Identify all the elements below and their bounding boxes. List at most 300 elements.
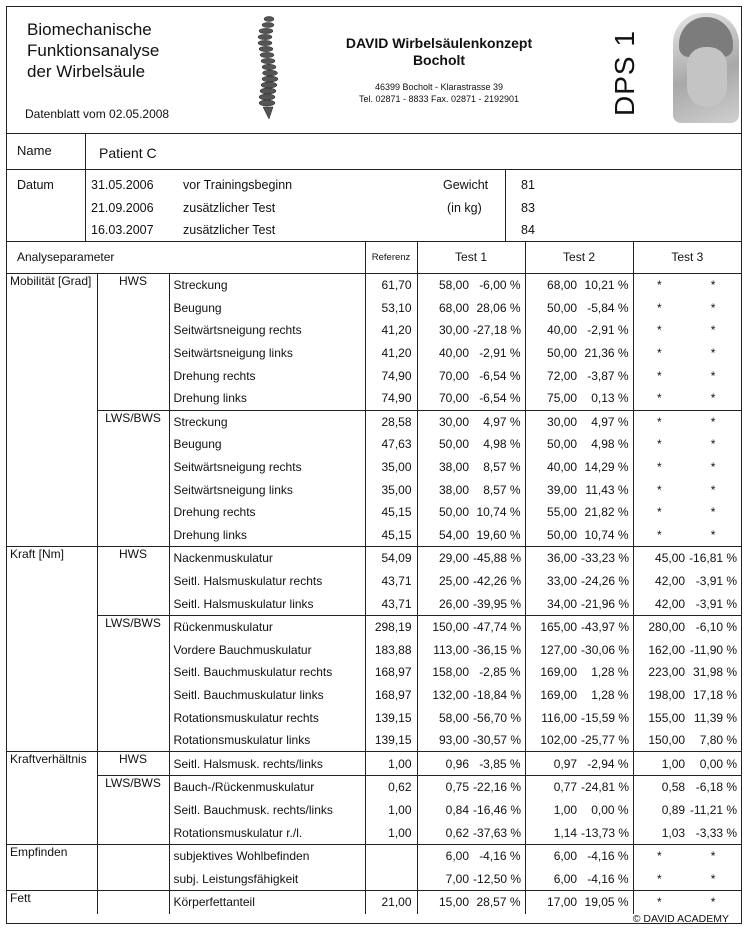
- test3-value: *: [633, 319, 689, 342]
- test2-percent: -3,87 %: [587, 368, 629, 383]
- table-row: [7, 706, 741, 729]
- test2-percent: -5,84 %: [587, 300, 629, 315]
- test3-percent: 7,80 %: [699, 733, 738, 748]
- test3-value: 45,00: [633, 547, 689, 570]
- parameter-cell: Streckung: [169, 274, 365, 297]
- test1-value: 15,00: [417, 891, 473, 914]
- datasheet: [6, 6, 742, 924]
- test3-percent: *: [710, 871, 716, 886]
- company-address: 46399 Bocholt - Klarastrasse 39: [374, 82, 504, 92]
- region-cell: [97, 456, 169, 479]
- test3-value: 150,00: [633, 729, 689, 752]
- test2-percent: 10,74 %: [584, 527, 629, 542]
- test3-percent: *: [689, 891, 741, 914]
- test3-percent: *: [710, 460, 716, 475]
- header-test2: Test 2: [525, 241, 633, 274]
- reference-cell: 43,71: [365, 570, 417, 593]
- test1-value: 58,00: [417, 706, 473, 729]
- test1-percent: -16,46 %: [473, 802, 522, 817]
- date-row: [7, 169, 741, 242]
- test1-value: 0,96: [417, 752, 473, 776]
- test3-value: 0,89: [633, 799, 689, 822]
- test1-value: 70,00: [417, 387, 473, 410]
- test1-value: 58,00: [417, 274, 473, 297]
- category-cell: [7, 297, 97, 320]
- reference-cell: 139,15: [365, 706, 417, 729]
- test3-percent: *: [710, 278, 716, 293]
- header-ref: Referenz: [365, 241, 417, 274]
- parameter-cell: Seitl. Bauchmuskulatur rechts: [169, 661, 365, 684]
- test1-percent: -3,85 %: [473, 752, 525, 776]
- table-row: [7, 547, 741, 570]
- test1-value: 30,00: [417, 319, 473, 342]
- copyright: © DAVID ACADEMY: [632, 913, 729, 925]
- test3-value: *: [633, 478, 689, 501]
- test2-value: 34,00: [525, 592, 581, 615]
- test1-value: 0,75: [417, 776, 473, 799]
- category-cell: Mobilität [Grad]: [10, 274, 92, 288]
- test2-value: 50,00: [525, 297, 581, 320]
- test2-percent: 14,29 %: [584, 460, 629, 475]
- reference-cell: 1,00: [365, 752, 417, 776]
- table-row: [7, 297, 741, 320]
- test3-percent: -6,10 %: [689, 615, 741, 638]
- category-cell: [7, 433, 97, 456]
- test1-value: 150,00: [417, 615, 473, 638]
- weight-unit: (in kg): [447, 201, 482, 215]
- parameter-cell: Seitwärtsneigung links: [169, 342, 365, 365]
- test-desc: vor Trainingsbeginn: [183, 178, 293, 192]
- table-row: [7, 524, 741, 547]
- reference-cell: 21,00: [365, 891, 417, 914]
- test1-value: 93,00: [417, 729, 473, 752]
- test2-value: 40,00: [525, 319, 581, 342]
- region-cell: [97, 706, 169, 729]
- test1-percent: 4,97 %: [473, 410, 525, 433]
- test2-value: 116,00: [525, 706, 581, 729]
- test1-percent: -39,95 %: [473, 596, 522, 611]
- table-row: [7, 821, 741, 844]
- test3-value: 42,00: [633, 570, 689, 593]
- test3-percent: -6,18 %: [689, 776, 741, 799]
- table-row: [7, 799, 741, 822]
- table-row: [7, 570, 741, 593]
- datasheet-date: Datenblatt vom 02.05.2008: [25, 107, 170, 121]
- test3-value: 1,00: [633, 752, 689, 776]
- test2-percent: -4,16 %: [587, 871, 629, 886]
- test2-percent: 1,28 %: [591, 665, 629, 680]
- test3-value: *: [633, 297, 689, 320]
- test3-value: 155,00: [633, 706, 689, 729]
- region-cell: [97, 844, 169, 867]
- test3-value: 198,00: [633, 684, 689, 707]
- test2-percent: 0,13 %: [591, 391, 629, 406]
- document-title: [27, 19, 159, 82]
- test3-percent: 11,39 %: [693, 710, 738, 725]
- test1-percent: -4,16 %: [473, 844, 525, 867]
- test2-value: 169,00: [525, 684, 581, 707]
- test2-value: 169,00: [525, 661, 581, 684]
- test1-percent: -42,26 %: [473, 574, 522, 589]
- test2-value: 55,00: [525, 501, 581, 524]
- category-cell: [7, 729, 97, 752]
- region-cell: [97, 729, 169, 752]
- test2-value: 165,00: [525, 615, 581, 638]
- table-row: [7, 342, 741, 365]
- test1-percent: -36,15 %: [473, 642, 522, 657]
- test3-percent: -11,90 %: [689, 642, 738, 657]
- test1-value: 38,00: [417, 478, 473, 501]
- table-row: [7, 456, 741, 479]
- reference-cell: 1,00: [365, 799, 417, 822]
- parameter-cell: Streckung: [169, 410, 365, 433]
- reference-cell: 168,97: [365, 684, 417, 707]
- test1-percent: 10,74 %: [476, 505, 521, 520]
- test3-value: *: [633, 501, 689, 524]
- parameter-cell: Seitl. Halsmusk. rechts/links: [169, 752, 365, 776]
- header-test3: Test 3: [633, 241, 741, 274]
- parameter-cell: Bauch-/Rückenmuskulatur: [169, 776, 365, 799]
- reference-cell: 28,58: [365, 410, 417, 433]
- table-row: [7, 364, 741, 387]
- table-row: [7, 752, 741, 776]
- patient-name: Patient C: [99, 145, 157, 161]
- test3-percent: *: [710, 482, 716, 497]
- test2-value: 0,77: [525, 776, 581, 799]
- test2-value: 0,97: [525, 752, 581, 776]
- category-cell: Fett: [7, 891, 97, 914]
- category-cell: [7, 661, 97, 684]
- test2-percent: -24,26 %: [581, 574, 630, 589]
- parameter-cell: Drehung rechts: [169, 364, 365, 387]
- reference-cell: 0,62: [365, 776, 417, 799]
- reference-cell: 61,70: [365, 274, 417, 297]
- test2-value: 6,00: [525, 867, 581, 890]
- test1-value: 38,00: [417, 456, 473, 479]
- test3-percent: -16,81 %: [689, 547, 741, 570]
- category-cell: [7, 342, 97, 365]
- reference-cell: 47,63: [365, 433, 417, 456]
- category-cell: [7, 615, 97, 638]
- region-cell: LWS/BWS: [97, 410, 169, 433]
- test2-percent: 11,43 %: [585, 482, 629, 497]
- reference-cell: 35,00: [365, 456, 417, 479]
- test2-value: 1,14: [525, 821, 581, 844]
- test2-percent: 4,97 %: [581, 410, 633, 433]
- test3-value: 1,03: [633, 821, 689, 844]
- test3-value: *: [633, 410, 689, 433]
- category-cell: [7, 364, 97, 387]
- parameter-cell: Beugung: [169, 297, 365, 320]
- test3-percent: *: [710, 527, 716, 542]
- category-cell: [7, 706, 97, 729]
- category-cell: [7, 524, 97, 547]
- reference-cell: 45,15: [365, 501, 417, 524]
- reference-cell: 41,20: [365, 319, 417, 342]
- test2-value: 72,00: [525, 364, 581, 387]
- test1-percent: -56,70 %: [473, 710, 522, 725]
- test2-value: 1,00: [525, 799, 581, 822]
- test2-percent: -25,77 %: [581, 733, 630, 748]
- test2-value: 40,00: [525, 456, 581, 479]
- reference-cell: 74,90: [365, 387, 417, 410]
- test3-value: *: [633, 387, 689, 410]
- category-cell: [7, 684, 97, 707]
- test1-value: 132,00: [417, 684, 473, 707]
- test1-percent: -30,57 %: [473, 733, 522, 748]
- test2-value: 36,00: [525, 547, 581, 570]
- parameter-cell: Seitl. Bauchmuskulatur links: [169, 684, 365, 707]
- test1-percent: -22,16 %: [473, 776, 525, 799]
- parameter-cell: Seitwärtsneigung rechts: [169, 456, 365, 479]
- test3-value: *: [633, 274, 689, 297]
- test1-percent: -12,50 %: [473, 871, 522, 886]
- table-row: [7, 639, 741, 662]
- region-cell: HWS: [97, 274, 169, 297]
- dps-logo-text: DPS 1: [609, 30, 640, 116]
- test3-value: *: [633, 891, 689, 914]
- test1-value: 40,00: [417, 342, 473, 365]
- region-cell: [97, 501, 169, 524]
- test1-percent: -6,54 %: [479, 368, 521, 383]
- test3-percent: -3,91 %: [695, 574, 738, 589]
- region-cell: [97, 661, 169, 684]
- parameter-cell: Rückenmuskulatur: [169, 615, 365, 638]
- parameter-cell: Vordere Bauchmuskulatur: [169, 639, 365, 662]
- test2-value: 127,00: [525, 639, 581, 662]
- category-cell: [7, 592, 97, 615]
- table-row: [7, 844, 741, 867]
- test3-percent: -11,21 %: [689, 802, 738, 817]
- test3-percent: *: [710, 437, 716, 452]
- test3-percent: *: [710, 391, 716, 406]
- test2-percent: -2,94 %: [581, 752, 633, 776]
- test3-value: 223,00: [633, 661, 689, 684]
- weight-label: Gewicht: [443, 178, 489, 192]
- category-cell: [7, 799, 97, 822]
- weight-value: 83: [521, 201, 535, 215]
- test2-value: 75,00: [525, 387, 581, 410]
- table-row: [7, 319, 741, 342]
- company-name: DAVID Wirbelsäulenkonzept: [345, 35, 533, 51]
- test2-percent: -15,59 %: [581, 710, 630, 725]
- test3-percent: *: [710, 346, 716, 361]
- region-cell: HWS: [97, 752, 169, 776]
- date-label: Datum: [17, 178, 54, 192]
- parameter-cell: subj. Leistungsfähigkeit: [169, 867, 365, 890]
- region-cell: [97, 319, 169, 342]
- test2-percent: -24,81 %: [581, 776, 633, 799]
- table-row: [7, 478, 741, 501]
- region-cell: [97, 342, 169, 365]
- table-row: [7, 661, 741, 684]
- test1-value: 54,00: [417, 524, 473, 547]
- test3-percent: 0,00 %: [689, 752, 741, 776]
- test3-value: *: [633, 456, 689, 479]
- test1-percent: 8,57 %: [483, 482, 521, 497]
- test1-value: 7,00: [417, 867, 473, 890]
- title-line: Biomechanische: [27, 20, 152, 39]
- test1-value: 70,00: [417, 364, 473, 387]
- table-header: [7, 241, 741, 274]
- test1-percent: -6,54 %: [479, 391, 521, 406]
- header-param: Analyseparameter: [7, 241, 365, 274]
- name-label: Name: [17, 143, 52, 158]
- reference-cell: 41,20: [365, 342, 417, 365]
- test-desc: zusätzlicher Test: [183, 223, 276, 237]
- test1-value: 29,00: [417, 547, 473, 570]
- parameter-cell: Seitl. Bauchmusk. rechts/links: [169, 799, 365, 822]
- test3-value: *: [633, 433, 689, 456]
- test2-percent: -21,96 %: [581, 596, 630, 611]
- reference-cell: 168,97: [365, 661, 417, 684]
- category-cell: [7, 776, 97, 799]
- category-cell: [7, 478, 97, 501]
- parameter-cell: Drehung links: [169, 524, 365, 547]
- test2-value: 102,00: [525, 729, 581, 752]
- reference-cell: 53,10: [365, 297, 417, 320]
- title-line: der Wirbelsäule: [27, 62, 146, 81]
- test3-value: *: [633, 364, 689, 387]
- test1-percent: 28,57 %: [473, 891, 525, 914]
- test1-value: 68,00: [417, 297, 473, 320]
- category-cell: [7, 387, 97, 410]
- category-cell: [7, 867, 97, 890]
- table-row: [7, 592, 741, 615]
- test3-value: 0,58: [633, 776, 689, 799]
- parameter-cell: Beugung: [169, 433, 365, 456]
- test1-percent: 8,57 %: [483, 460, 521, 475]
- dps-logo: [607, 21, 641, 121]
- table-row: [7, 776, 741, 799]
- table-row: [7, 501, 741, 524]
- test2-percent: -4,16 %: [581, 844, 633, 867]
- test3-percent: *: [710, 300, 716, 315]
- region-cell: [97, 387, 169, 410]
- test-date: 31.05.2006: [91, 178, 154, 192]
- test-desc: zusätzlicher Test: [183, 201, 276, 215]
- reference-cell: 139,15: [365, 729, 417, 752]
- test-date: 16.03.2007: [91, 223, 154, 237]
- test3-value: 42,00: [633, 592, 689, 615]
- test1-percent: -45,88 %: [473, 547, 525, 570]
- name-row: [7, 133, 741, 170]
- test1-percent: -37,63 %: [473, 825, 522, 840]
- parameter-cell: Drehung links: [169, 387, 365, 410]
- parameter-cell: Seitl. Halsmuskulatur rechts: [169, 570, 365, 593]
- company-phone: Tel. 02871 - 8833 Fax. 02871 - 2192901: [358, 94, 520, 104]
- test1-percent: -18,84 %: [473, 687, 522, 702]
- reference-cell: 35,00: [365, 478, 417, 501]
- test1-value: 0,84: [417, 799, 473, 822]
- test-date: 21.09.2006: [91, 201, 154, 215]
- parameter-cell: subjektives Wohlbefinden: [169, 844, 365, 867]
- category-cell: [7, 456, 97, 479]
- parameter-cell: Körperfettanteil: [169, 891, 365, 914]
- parameter-cell: Nackenmuskulatur: [169, 547, 365, 570]
- parameter-cell: Drehung rechts: [169, 501, 365, 524]
- test1-percent: -27,18 %: [473, 323, 522, 338]
- test2-percent: -2,91 %: [587, 323, 629, 338]
- test1-value: 30,00: [417, 410, 473, 433]
- reference-cell: 45,15: [365, 524, 417, 547]
- test2-percent: -33,23 %: [581, 547, 633, 570]
- region-cell: [97, 478, 169, 501]
- test1-value: 26,00: [417, 592, 473, 615]
- parameter-cell: Seitwärtsneigung rechts: [169, 319, 365, 342]
- reference-cell: [365, 844, 417, 867]
- table-row: [7, 410, 741, 433]
- test3-percent: *: [710, 323, 716, 338]
- weight-value: 81: [521, 178, 535, 192]
- test2-percent: 19,05 %: [581, 891, 633, 914]
- region-cell: [97, 364, 169, 387]
- reference-cell: 74,90: [365, 364, 417, 387]
- region-cell: HWS: [97, 547, 169, 570]
- test1-value: 50,00: [417, 501, 473, 524]
- region-cell: [97, 433, 169, 456]
- test1-value: 158,00: [417, 661, 473, 684]
- spine-icon: [255, 13, 281, 121]
- category-cell: [7, 410, 97, 433]
- category-cell: [7, 821, 97, 844]
- reference-cell: 1,00: [365, 821, 417, 844]
- category-cell: [7, 319, 97, 342]
- test1-percent: 28,06 %: [476, 300, 521, 315]
- test1-value: 0,62: [417, 821, 473, 844]
- test3-percent: *: [689, 410, 741, 433]
- test3-percent: *: [710, 368, 716, 383]
- reference-cell: 43,71: [365, 592, 417, 615]
- test2-value: 33,00: [525, 570, 581, 593]
- test2-percent: 21,82 %: [584, 505, 629, 520]
- test2-percent: 0,00 %: [591, 802, 629, 817]
- category-cell: [7, 570, 97, 593]
- test3-percent: 17,18 %: [693, 687, 738, 702]
- header: [7, 7, 741, 134]
- test2-value: 17,00: [525, 891, 581, 914]
- test2-percent: 1,28 %: [591, 687, 629, 702]
- reference-cell: 183,88: [365, 639, 417, 662]
- company-city: Bocholt: [412, 52, 466, 68]
- region-cell: [97, 799, 169, 822]
- test3-value: 162,00: [633, 639, 689, 662]
- test2-percent: -13,73 %: [581, 825, 630, 840]
- test3-percent: -3,91 %: [695, 596, 738, 611]
- test1-percent: -2,85 %: [479, 665, 521, 680]
- test1-percent: -47,74 %: [473, 615, 525, 638]
- reference-cell: 298,19: [365, 615, 417, 638]
- test2-percent: 10,21 %: [584, 278, 629, 293]
- category-cell: [7, 501, 97, 524]
- region-cell: [97, 821, 169, 844]
- test1-value: 25,00: [417, 570, 473, 593]
- table-row: [7, 867, 741, 890]
- test1-value: 113,00: [417, 639, 473, 662]
- region-cell: [97, 891, 169, 914]
- test2-value: 50,00: [525, 342, 581, 365]
- test2-value: 39,00: [525, 478, 581, 501]
- test2-value: 6,00: [525, 844, 581, 867]
- parameter-cell: Rotationsmuskulatur links: [169, 729, 365, 752]
- test3-value: *: [633, 844, 689, 867]
- region-cell: [97, 524, 169, 547]
- test3-percent: -3,33 %: [695, 825, 738, 840]
- table-row: [7, 433, 741, 456]
- table-row: [7, 387, 741, 410]
- parameter-cell: Rotationsmuskulatur r./l.: [169, 821, 365, 844]
- test2-value: 50,00: [525, 524, 581, 547]
